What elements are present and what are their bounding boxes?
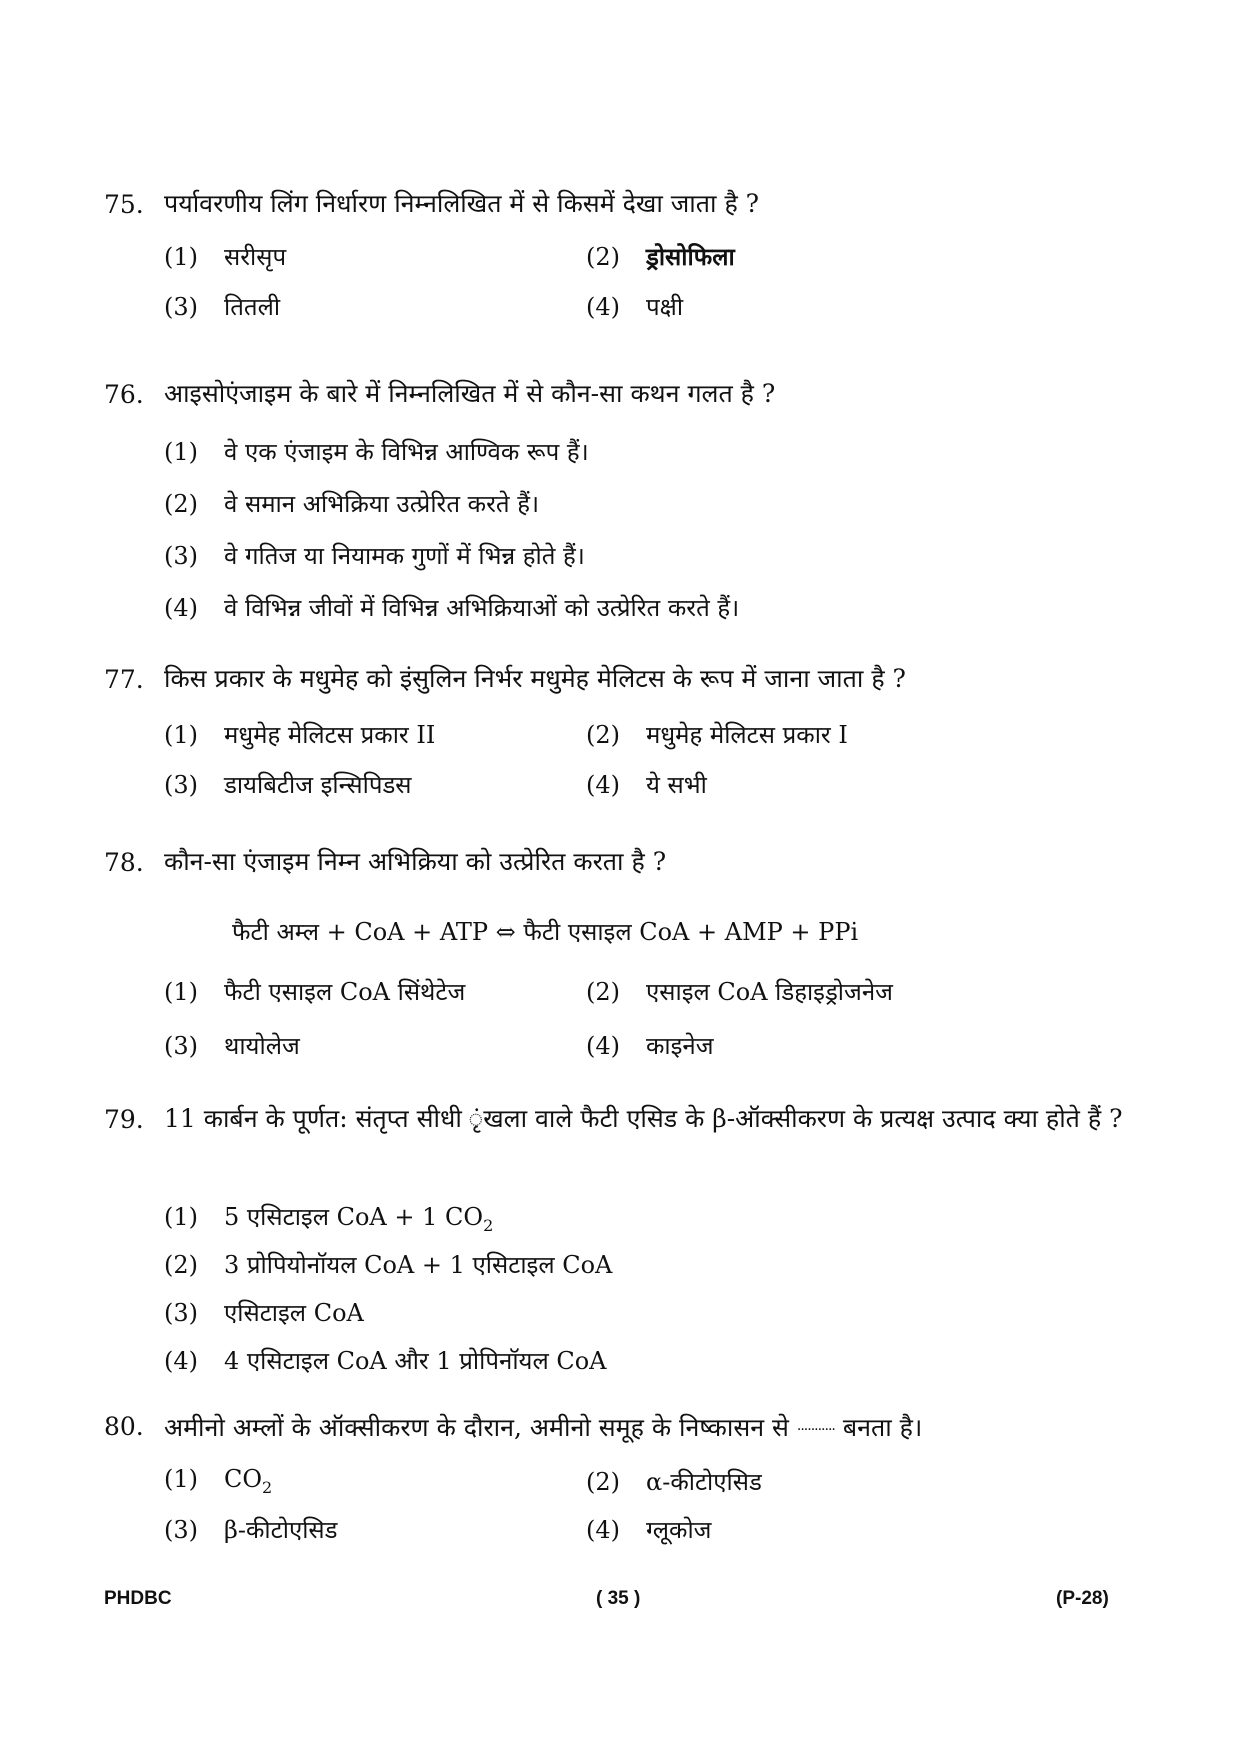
option-text: 3 प्रोपियोनॉयल CoA + 1 एसिटाइल CoA xyxy=(224,1251,613,1279)
option-text: सरीसृप xyxy=(224,243,287,271)
option-number: (2) xyxy=(586,721,620,749)
option-number: (2) xyxy=(164,1251,198,1279)
option-78-4[interactable] xyxy=(586,1029,714,1062)
option-number: (1) xyxy=(164,721,198,749)
option-text: β-कीटोएसिड xyxy=(224,1516,338,1544)
option-number: (4) xyxy=(586,1032,620,1060)
option-number: (2) xyxy=(164,490,198,518)
option-79-3[interactable] xyxy=(164,1296,364,1329)
option-text: ड्रोसोफिला xyxy=(646,242,735,271)
option-76-3[interactable] xyxy=(164,539,585,572)
option-text: मधुमेह मेलिटस प्रकार II xyxy=(224,721,436,749)
option-79-1[interactable] xyxy=(164,1200,493,1235)
option-text: ग्लूकोज xyxy=(646,1516,712,1544)
option-number: (3) xyxy=(164,771,198,799)
option-77-1[interactable] xyxy=(164,718,435,751)
option-text: ये सभी xyxy=(646,771,707,799)
question-text: 11 कार्बन के पूर्णत: संतृप्त सीधी ृंखला वाले फैटी एसिड के β-ऑक्सीकरण के प्रत्यक्ष उत्पाद क्या होते हैं ? xyxy=(164,1104,1123,1133)
option-text: वे समान अभिक्रिया उत्प्रेरित करते हैं। xyxy=(224,490,540,518)
option-text: फैटी एसाइल CoA सिंथेटेज xyxy=(224,978,466,1006)
question-text: पर्यावरणीय लिंग निर्धारण निम्नलिखित में से किसमें देखा जाता है ? xyxy=(164,189,760,218)
option-75-2[interactable] xyxy=(586,240,735,273)
option-text: एसिटाइल CoA xyxy=(224,1299,364,1327)
option-text: α-कीटोएसिड xyxy=(646,1468,762,1496)
option-text: वे एक एंजाइम के विभिन्न आण्विक रूप हैं। xyxy=(224,438,589,466)
footer-code: PHDBC xyxy=(104,1588,172,1609)
option-number: (3) xyxy=(164,1516,198,1544)
option-76-2[interactable] xyxy=(164,487,539,520)
question-number: 80. xyxy=(104,1412,144,1441)
option-number: (3) xyxy=(164,542,198,570)
subscript: 2 xyxy=(262,1477,273,1497)
question-text: कौन-सा एंजाइम निम्न अभिक्रिया को उत्प्रेरित करता है ? xyxy=(164,847,667,876)
option-text: तितली xyxy=(224,293,281,321)
option-number: (4) xyxy=(586,1516,620,1544)
option-number: (4) xyxy=(586,293,620,321)
option-77-4[interactable] xyxy=(586,768,707,801)
option-number: (2) xyxy=(586,243,620,271)
option-text: 5 एसिटाइल CoA + 1 CO xyxy=(224,1203,484,1231)
question-number: 75. xyxy=(104,190,144,219)
option-text: मधुमेह मेलिटस प्रकार I xyxy=(646,721,848,749)
option-text: पक्षी xyxy=(646,293,684,321)
option-76-1[interactable] xyxy=(164,435,589,468)
option-number: (3) xyxy=(164,1032,198,1060)
option-number: (1) xyxy=(164,1203,198,1231)
option-80-1[interactable] xyxy=(164,1465,272,1497)
option-number: (4) xyxy=(586,771,620,799)
option-77-2[interactable] xyxy=(586,718,848,751)
option-text: थायोलेज xyxy=(224,1032,300,1060)
question-number: 78. xyxy=(104,848,144,877)
reaction-equation: फैटी अम्ल + CoA + ATP ⇔ फैटी एसाइल CoA + AMP + PPi xyxy=(232,918,859,946)
option-75-1[interactable] xyxy=(164,240,286,273)
option-77-3[interactable] xyxy=(164,768,412,801)
option-text: वे विभिन्न जीवों में विभिन्न अभिक्रियाओं को उत्प्रेरित करते हैं। xyxy=(224,594,740,622)
option-76-4[interactable] xyxy=(164,591,739,624)
question-text: आइसोएंजाइम के बारे में निम्नलिखित में से कौन-सा कथन गलत है ? xyxy=(164,379,776,408)
question-number: 76. xyxy=(104,380,144,409)
option-number: (2) xyxy=(586,978,620,1006)
subscript: 2 xyxy=(483,1215,494,1235)
option-79-4[interactable] xyxy=(164,1344,607,1377)
option-number: (1) xyxy=(164,438,198,466)
option-text: 4 एसिटाइल CoA और 1 प्रोपिनॉयल CoA xyxy=(224,1347,607,1375)
option-80-4[interactable] xyxy=(586,1513,711,1546)
option-number: (4) xyxy=(164,1347,198,1375)
option-text: CO xyxy=(224,1465,263,1493)
page-number: ( 35 ) xyxy=(596,1588,641,1609)
option-number: (3) xyxy=(164,293,198,321)
option-number: (2) xyxy=(586,1468,620,1496)
option-text: वे गतिज या नियामक गुणों में भिन्न होते हैं। xyxy=(224,542,585,570)
option-78-2[interactable] xyxy=(586,975,893,1008)
option-number: (3) xyxy=(164,1299,198,1327)
option-78-1[interactable] xyxy=(164,975,465,1008)
option-number: (1) xyxy=(164,978,198,1006)
option-79-2[interactable] xyxy=(164,1248,612,1281)
question-text xyxy=(164,1404,1241,1450)
question-number: 79. xyxy=(104,1105,144,1134)
footer-set: (P-28) xyxy=(1056,1588,1109,1609)
option-75-3[interactable] xyxy=(164,290,280,323)
question-text: किस प्रकार के मधुमेह को इंसुलिन निर्भर मधुमेह मेलिटस के रूप में जाना जाता है ? xyxy=(164,664,906,693)
option-75-4[interactable] xyxy=(586,290,683,323)
question-number: 77. xyxy=(104,665,144,694)
option-number: (1) xyxy=(164,243,198,271)
option-78-3[interactable] xyxy=(164,1029,300,1062)
option-text: एसाइल CoA डिहाइड्रोजनेज xyxy=(646,978,893,1006)
option-text: डायबिटीज इन्सिपिडस xyxy=(224,771,412,799)
option-80-3[interactable] xyxy=(164,1513,338,1546)
option-80-2[interactable] xyxy=(586,1465,762,1498)
option-number: (4) xyxy=(164,594,198,622)
question-text-part-b: बनता है। xyxy=(842,1413,923,1442)
blank-dots: ........... xyxy=(796,1418,835,1434)
option-text: काइनेज xyxy=(646,1032,714,1060)
question-text-part-a: अमीनो अम्लों के ऑक्सीकरण के दौरान, अमीनो समूह के निष्कासन से xyxy=(164,1413,789,1442)
option-number: (1) xyxy=(164,1465,198,1493)
